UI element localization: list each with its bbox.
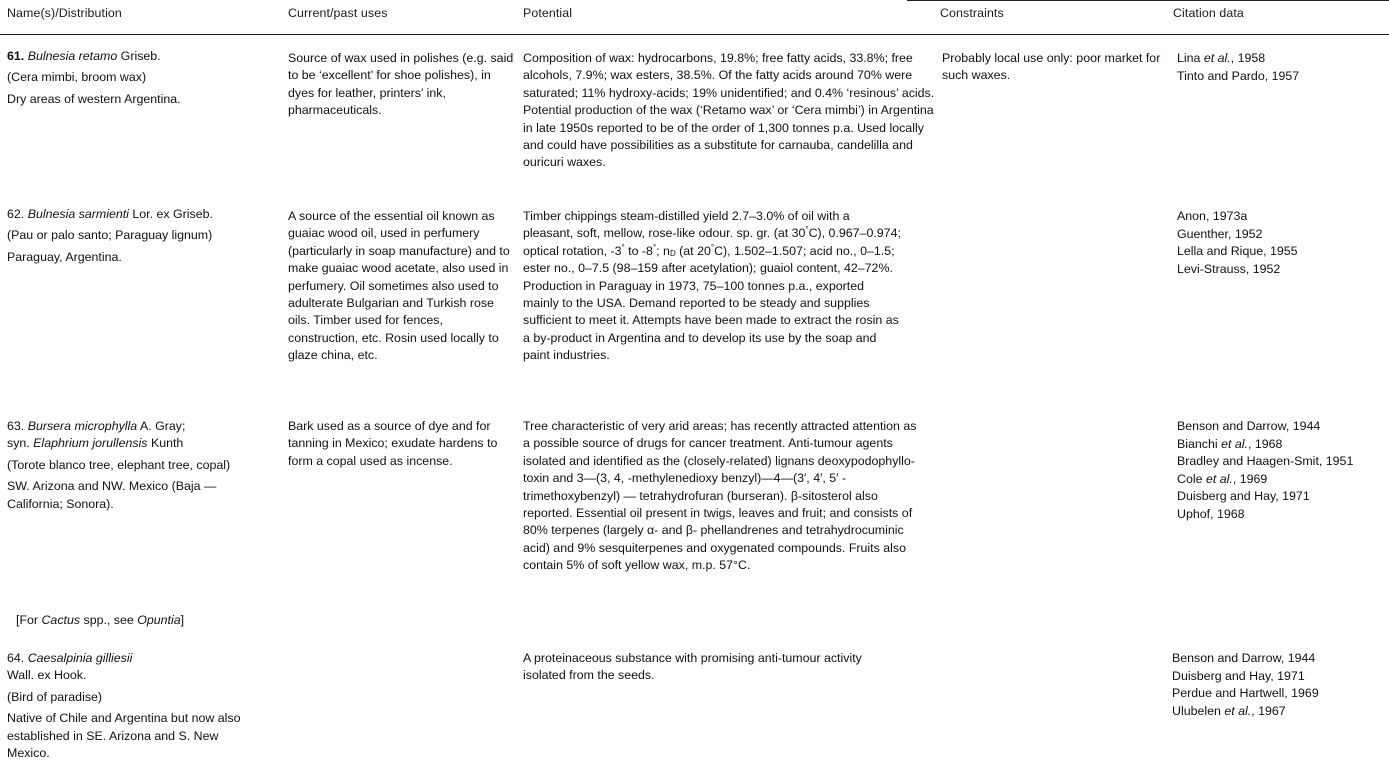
citation: Benson and Darrow, 1944: [1177, 419, 1321, 433]
uses-cell: Source of wax used in polishes (e.g. said to be ‘excellent’ for shoe polishes), in dyes for leather, printers’ ink, pharmaceuticals.: [288, 51, 514, 118]
citation: Guenther, 1952: [1177, 226, 1263, 241]
et-al: et al.: [1205, 471, 1233, 486]
degree-sign: °: [710, 242, 715, 252]
citation: Anon, 1973a: [1177, 209, 1248, 223]
degree-sign: °: [621, 242, 625, 252]
name-cell: [7, 206, 282, 266]
et-al: et al.: [1203, 51, 1231, 65]
citation: Levi-Strauss, 1952: [1177, 261, 1281, 276]
citation: Benson and Darrow, 1944: [1172, 651, 1316, 665]
et-al: et al.: [1224, 703, 1252, 718]
cross-reference-genus: Cactus: [41, 613, 81, 627]
citation: Lella and Rique, 1955: [1177, 244, 1298, 259]
potential-text: to -8: [624, 243, 653, 258]
degree-sign: °: [652, 242, 657, 252]
entry-number: 62.: [7, 207, 25, 221]
cross-reference-text: [For: [16, 613, 42, 627]
common-names: (Cera mimbi, broom wax): [7, 70, 147, 85]
citations-cell: [1172, 650, 1389, 720]
potential-cell: Composition of wax: hydrocarbons, 19.8%; free fatty acids, 33.8%; free alcohols, 7.9%; wax esters, 38.5%. Of the fatty acids around 70% were saturated; 11% hydroxy-acids; 19% unidentified; and 0.4% ‘resinous’ acids. Potential production of the wax (‘Retamo wax’ or ‘Cera mimbi’) in Argentina in late 1950s reported to be of the order of 1,300 tonnes p.a. Used locally and could have possibilities as a substitute for carnauba, candelilla and ouricuri waxes.: [523, 51, 935, 170]
entry-number: 64.: [7, 651, 25, 665]
name-cell: [7, 418, 272, 513]
potential-text: (at 20: [675, 243, 711, 258]
species-binomial: Bulnesia retamo: [27, 49, 118, 63]
species-name: [7, 650, 257, 685]
header-name-distribution: Name(s)/Distribution: [7, 6, 122, 20]
citation: Ulubelen et al., 1967: [1172, 703, 1286, 718]
name-cell: [7, 650, 257, 762]
common-names: (Pau or palo santo; Paraguay lignum): [7, 228, 213, 243]
top-rule: [907, 0, 1389, 1]
species-binomial: Caesalpinia gilliesii: [27, 651, 133, 665]
potential-text: ; n: [656, 243, 670, 258]
header-citation-data: Citation data: [1173, 6, 1244, 20]
citations-cell: [1177, 208, 1389, 278]
citation: Duisberg and Hay, 1971: [1177, 489, 1310, 504]
potential-cell: [523, 208, 903, 365]
cross-reference-target: Opuntia: [137, 613, 181, 627]
distribution: Dry areas of western Argentina.: [7, 91, 181, 106]
common-names: (Bird of paradise): [7, 689, 103, 704]
header-potential: Potential: [523, 6, 573, 20]
citation: Bradley and Haagen-Smit, 1951: [1177, 454, 1354, 469]
citations-cell: [1177, 418, 1389, 524]
uses-cell: A source of the essential oil known as guaiac wood oil, used in perfumery (particularly in soap manufacture) and to make guaiac wood acetate, also used in perfumery. Oil sometimes also used to adulterate Bulgarian and Turkish rose oils. Timber used for fences, construction, etc. Rosin used locally to glaze china, etc.: [288, 209, 510, 363]
species-name: [7, 206, 282, 223]
potential-cell: A proteinaceous substance with promising anti-tumour activity isolated from the seeds.: [523, 651, 862, 683]
species-name: [7, 418, 272, 453]
species-authority: Lor. ex Griseb.: [128, 207, 213, 221]
species-authority: Wall. ex Hook.: [7, 668, 87, 683]
cross-reference: [16, 612, 316, 629]
species-name: [7, 48, 277, 65]
potential-text: Timber chippings steam-distilled yield 2.7–3.0% of oil with a pleasant, soft, mellow, rose-like odour. sp. gr. (at 30: [523, 209, 850, 241]
cross-reference-text: ]: [180, 613, 185, 627]
citation: Bianchi et al., 1968: [1177, 436, 1283, 451]
citation: Duisberg and Hay, 1971: [1172, 668, 1305, 683]
header-constraints: Constraints: [940, 6, 1004, 20]
distribution: Native of Chile and Argentina but now also established in SE. Arizona and S. New Mexico.: [7, 711, 241, 761]
potential-cell: Tree characteristic of very arid areas; has recently attracted attention as a possible source of drugs for cancer treatment. Anti-tumour agents isolated and identified as the (closely-related) lignans deoxypodophyllo-toxin and 3—(3, 4, -methylenedioxy benzyl)—4—(3′, 4′, 5′ -trimethoxybenzyl) — tetrahydrofuran (burseran). β-sitosterol also reported. Essential oil present in twigs, leaves and fruit; and consists of 80% terpenes (largely α- and β- phellandrenes and tetrahydrocuminic acid) and 9% sesquiterpenes and oxygenated compounds. Fruits also contain 5% of soft yellow wax, m.p. 57°C.: [523, 419, 917, 573]
uses-cell: Bark used as a source of dye and for tanning in Mexico; exudate hardens to form a copal used as incense.: [288, 419, 498, 468]
constraints-cell: Probably local use only: poor market for such waxes.: [942, 51, 1161, 83]
common-names: (Torote blanco tree, elephant tree, copal): [7, 457, 231, 472]
entry-number: 61.: [7, 49, 25, 63]
distribution: SW. Arizona and NW. Mexico (Baja — California; Sonora).: [7, 479, 217, 511]
citation: Cole et al., 1969: [1177, 471, 1268, 486]
synonym-authority: Kunth: [147, 436, 184, 451]
potential-text: C), 1.502–1.507; acid no., 0–1.5; ester no., 0–7.5 (98–159 after acetylation); guaiol content, 42–72%. Production in Paraguay in 1973, 75–100 tonnes p.a., exported mainly to the USA. Demand reported to be steady and supplies sufficient to meet it. Attempts have been made to extract the rosin as a by-product in Argentina and to develop its use by the soap and paint industries.: [523, 243, 899, 363]
degree-sign: °: [805, 225, 809, 235]
citation: Tinto and Pardo, 1957: [1177, 68, 1300, 83]
citation: Uphof, 1968: [1177, 506, 1245, 521]
species-binomial: Bulnesia sarmienti: [27, 207, 129, 221]
entry-number: 63.: [7, 419, 25, 433]
species-authority: Griseb.: [117, 49, 161, 63]
cross-reference-text: spp., see: [80, 613, 138, 627]
header-rule: [0, 34, 1389, 35]
synonym-prefix: syn.: [7, 436, 34, 451]
et-al: et al.: [1221, 436, 1248, 451]
species-authority: A. Gray;: [137, 419, 186, 433]
potential-text: C), 0.967–0.974; optical rotation, -3: [523, 226, 901, 258]
refractive-index-subscript: D: [669, 248, 676, 258]
citation: Perdue and Hartwell, 1969: [1172, 686, 1319, 701]
citations-cell: [1177, 50, 1389, 85]
distribution: Paraguay, Argentina.: [7, 249, 122, 264]
synonym-binomial: Elaphrium jorullensis: [33, 436, 148, 451]
header-current-past-uses: Current/past uses: [288, 6, 388, 20]
name-cell: [7, 48, 277, 108]
citation: Lina et al., 1958: [1177, 51, 1266, 65]
species-binomial: Bursera microphylla: [27, 419, 138, 433]
